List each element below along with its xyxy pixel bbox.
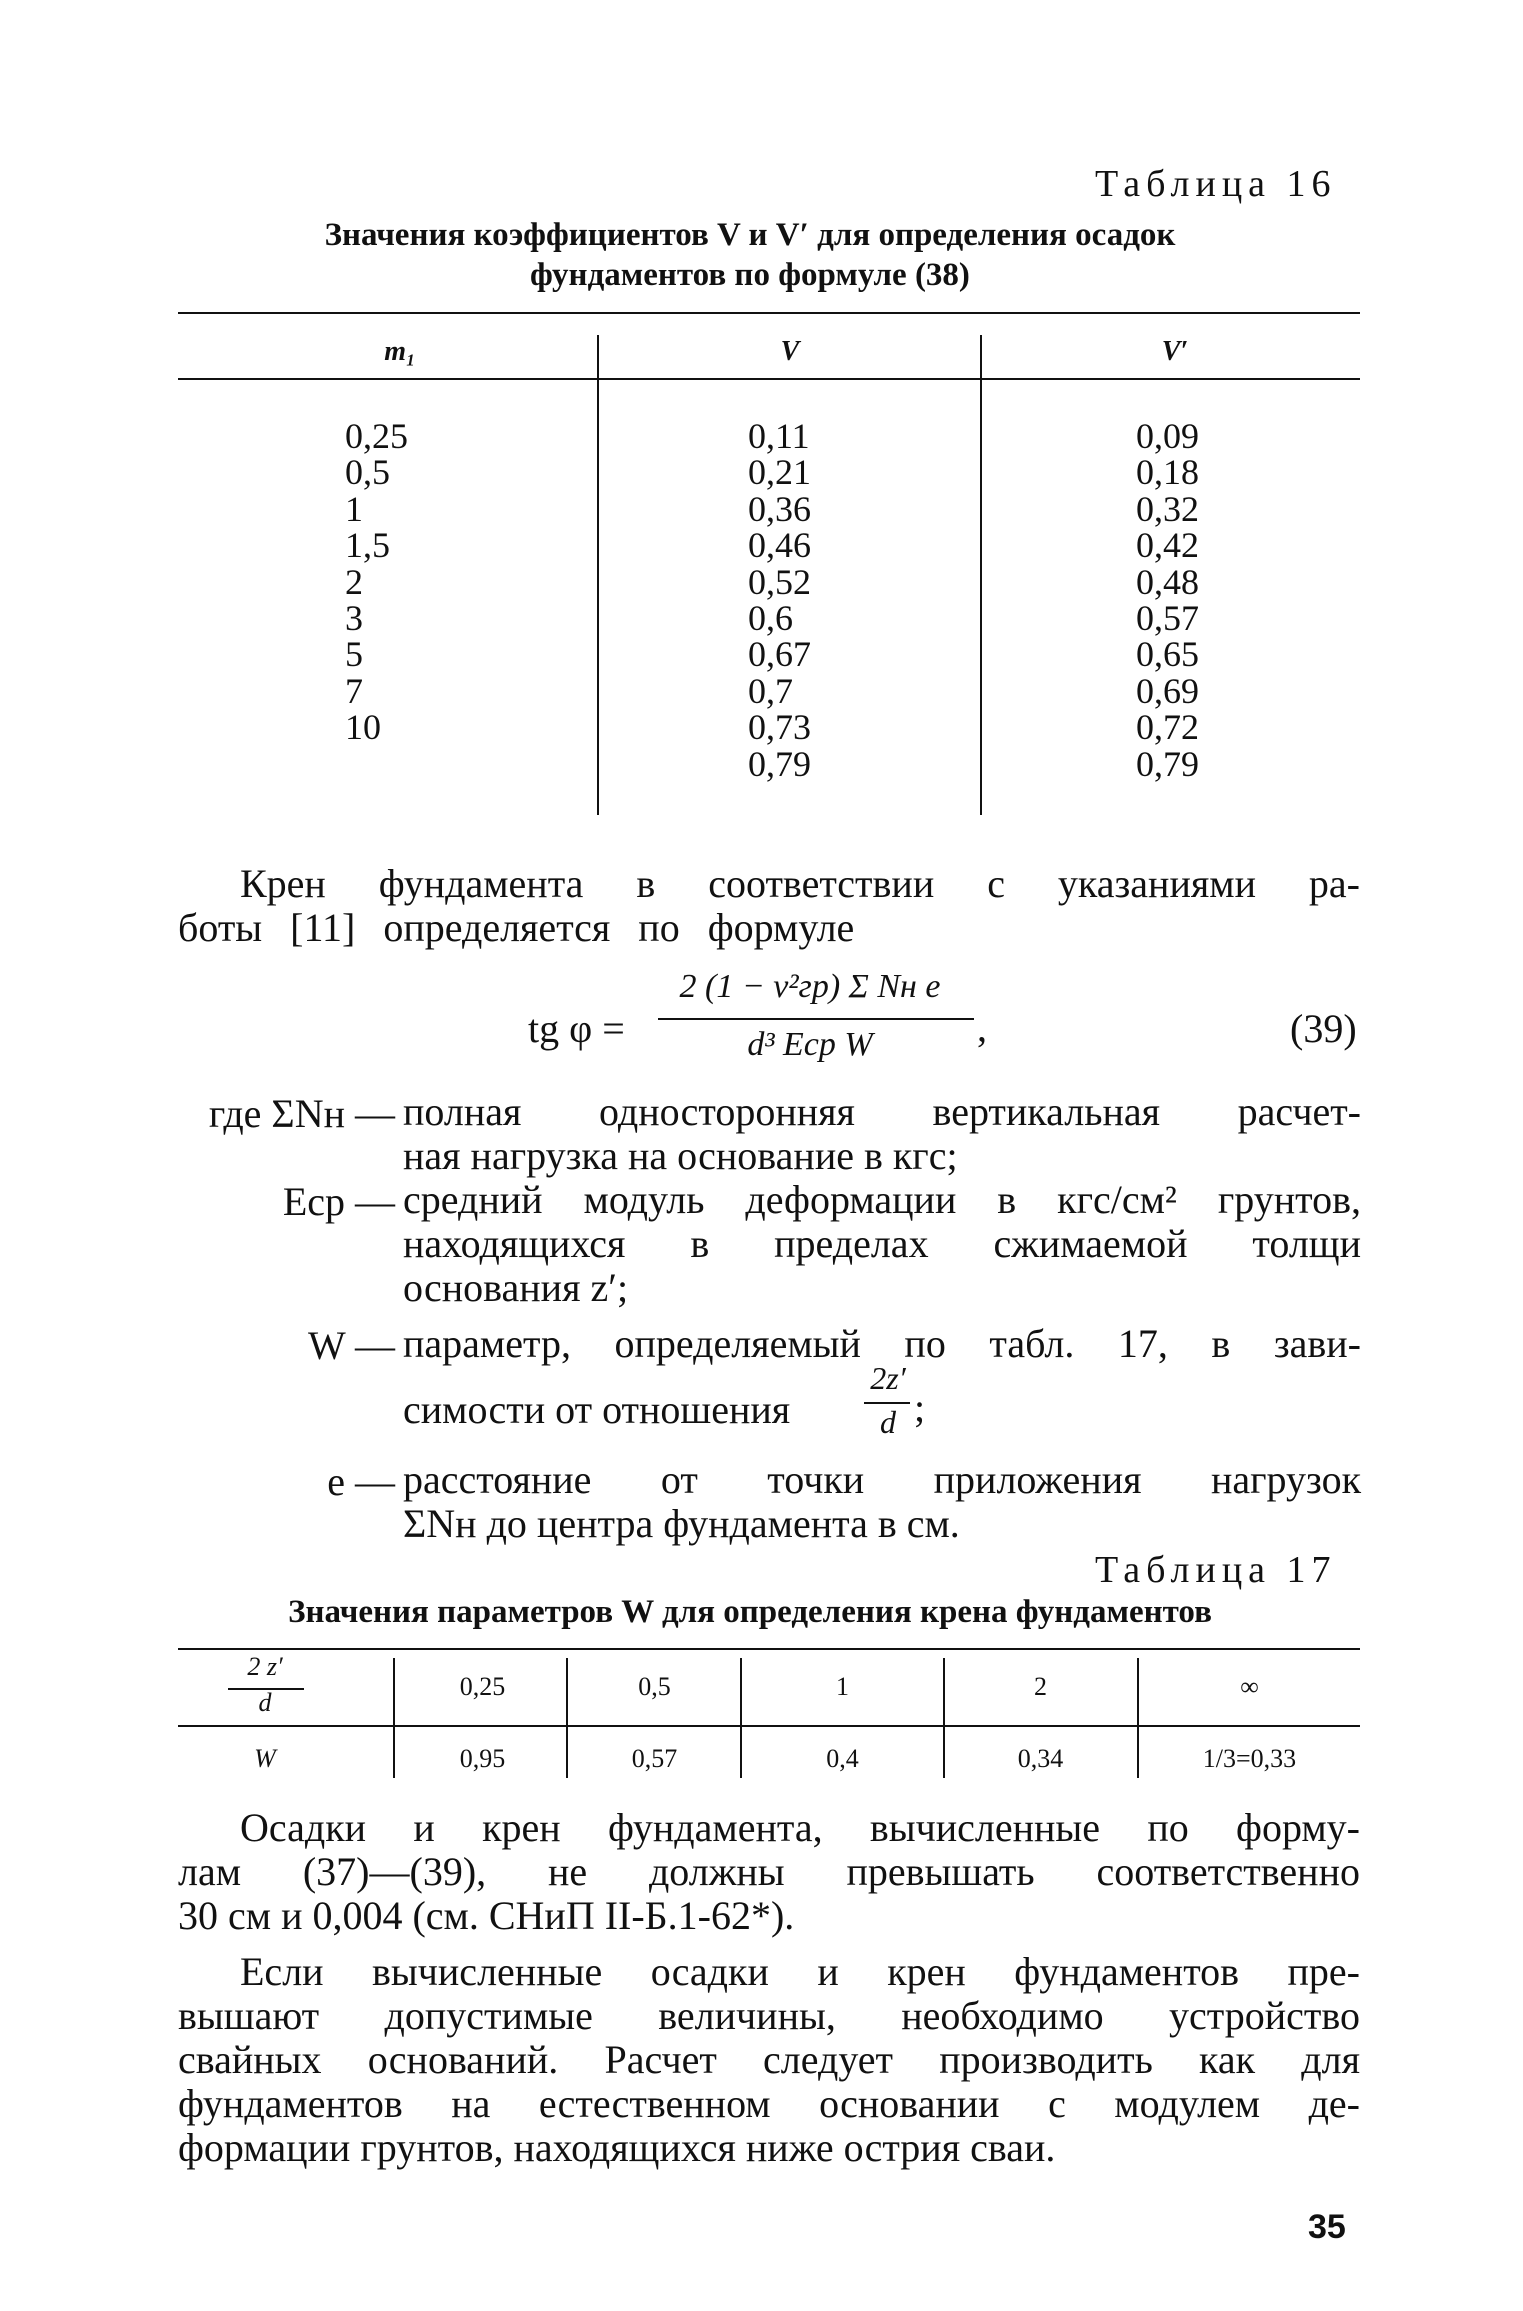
table16-column-v — [748, 418, 811, 782]
table16-v-prime-cell-8: 0,69 — [1136, 670, 1199, 711]
table17-col-divider-5 — [1137, 1658, 1139, 1778]
def-text-w-1: параметр, определяемый по табл. 17, в зави- — [403, 1321, 1361, 1366]
table16-m1-cell-4: 1,5 — [345, 525, 390, 566]
formula-comma: , — [977, 1005, 987, 1050]
para2-line-3: 30 см и 0,004 (см. СНиП II-Б.1-62*). — [178, 1893, 795, 1938]
table17-row1-label-den: d — [258, 1688, 272, 1717]
table16-v-prime-cell-10: 0,79 — [1136, 743, 1199, 784]
table16-v-prime-cell-5: 0,48 — [1136, 561, 1199, 602]
ratio-numerator: 2z′ — [870, 1360, 906, 1396]
def-text-e-sr-3: основания z′; — [403, 1265, 629, 1310]
table17-row1-label-num: 2 z′ — [247, 1652, 283, 1681]
def-text-sum-n-2: ная нагрузка на основание в кгс; — [403, 1133, 958, 1178]
def-label-e-sr: Eср — — [282, 1179, 395, 1224]
table16-v-cell-9: 0,73 — [748, 707, 811, 748]
def-label-w: W — — [307, 1323, 395, 1368]
table17-row1-cell-1: 0,25 — [459, 1672, 506, 1701]
table16-v-prime-cell-4: 0,42 — [1136, 525, 1199, 566]
table16-col-divider-2 — [980, 335, 982, 815]
table17-col-divider-3 — [740, 1658, 742, 1778]
table16-v-cell-8: 0,7 — [748, 670, 793, 711]
table16-column-v-prime — [1136, 418, 1199, 782]
table16-col-divider-1 — [597, 335, 599, 815]
table16-v-prime-cell-9: 0,72 — [1136, 707, 1199, 748]
table17-row2-cell-5: 1/3=0,33 — [1202, 1744, 1297, 1773]
table16-v-prime-cell-2: 0,18 — [1136, 452, 1199, 493]
table16-caption: Таблица 16 — [1095, 163, 1337, 205]
def-text-e-sr-2: находящихся в пределах сжимаемой толщи — [403, 1221, 1361, 1266]
formula-lhs: tg φ = — [528, 1006, 625, 1051]
def-text-e-1: расстояние от точки приложения нагрузок — [403, 1457, 1361, 1502]
table16-v-cell-10: 0,79 — [748, 743, 811, 784]
formula-fraction-bar — [658, 1018, 974, 1020]
def-text-e-sr-1: средний модуль деформации в кгс/см² грунтов, — [403, 1177, 1361, 1222]
table16-v-cell-4: 0,46 — [748, 525, 811, 566]
table16-m1-cell-3: 1 — [345, 488, 363, 529]
table17-row1-cell-4: 2 — [1034, 1672, 1047, 1701]
table16-m1-cell-5: 2 — [345, 561, 363, 602]
para3-line-5: формации грунтов, находящихся ниже острия сваи. — [178, 2125, 1056, 2170]
table17-title: Значения параметров W для определения крена фундаментов — [288, 1594, 1212, 1630]
table16-v-cell-2: 0,21 — [748, 452, 811, 493]
intro-line-1: Крен фундамента в соответствии с указаниями ра- — [240, 861, 1360, 906]
table16-v-cell-7: 0,67 — [748, 634, 811, 675]
table17-row1-cell-5: ∞ — [1240, 1672, 1259, 1701]
table17-caption: Таблица 17 — [1095, 1549, 1337, 1591]
table17-row1-cell-3: 1 — [836, 1672, 849, 1701]
formula-number: (39) — [1290, 1006, 1357, 1051]
para3-line-4: фундаментов на естественном основании с модулем де- — [178, 2081, 1360, 2126]
table17-row1-cell-2: 0,5 — [638, 1672, 671, 1701]
ratio-denominator: d — [880, 1404, 896, 1440]
table16-v-prime-cell-6: 0,57 — [1136, 598, 1199, 639]
table16-m1-cell-8: 7 — [345, 670, 363, 711]
para3-line-1: Если вычисленные осадки и крен фундаментов пре- — [240, 1949, 1360, 1994]
formula-numerator: 2 (1 − ν²гр) Σ Nн e — [679, 968, 941, 1005]
para3-line-2: вышают допустимые величины, необходимо устройство — [178, 1993, 1360, 2038]
table16-m1-cell-6: 3 — [345, 598, 363, 639]
table16-v-cell-1: 0,11 — [748, 416, 810, 456]
table16-header-v-prime: V′ — [1161, 336, 1189, 367]
table16-v-prime-cell-3: 0,32 — [1136, 488, 1199, 529]
table16-v-cell-5: 0,52 — [748, 561, 811, 602]
table17-row2-label: W — [254, 1744, 276, 1773]
def-text-w-2: симости от отношения — [403, 1387, 791, 1432]
table17-top-rule — [178, 1648, 1360, 1650]
intro-line-2: боты [11] определяется по формуле — [178, 905, 855, 950]
table16-v-prime-cell-1: 0,09 — [1136, 416, 1199, 456]
def-text-e-2: ΣNн до центра фундамента в см. — [403, 1501, 960, 1546]
table17-row2-cell-3: 0,4 — [826, 1744, 859, 1773]
table17-row2-cell-2: 0,57 — [631, 1744, 678, 1773]
def-label-sum-n: где ΣNн — — [208, 1091, 395, 1136]
para2-line-2: лам (37)—(39), не должны превышать соответственно — [178, 1849, 1360, 1894]
table16-m1-cell-9: 10 — [345, 707, 381, 748]
ratio-semicolon: ; — [914, 1385, 926, 1430]
table16-title-line1: Значения коэффициентов V и V′ для определения осадок — [324, 217, 1176, 253]
table17-col-divider-4 — [943, 1658, 945, 1778]
table16-m1-cell-1: 0,25 — [345, 416, 408, 456]
table17-row2-cell-4: 0,34 — [1017, 1744, 1064, 1773]
def-label-e: e — — [327, 1459, 395, 1504]
para2-line-1: Осадки и крен фундамента, вычисленные по форму- — [240, 1805, 1360, 1850]
table16-column-m1 — [345, 418, 408, 746]
table17-mid-rule — [178, 1725, 1360, 1727]
formula-denominator: d³ Eср W — [747, 1026, 873, 1063]
table17-col-divider-1 — [393, 1658, 395, 1778]
table17-col-divider-2 — [566, 1658, 568, 1778]
page-number: 35 — [1308, 2208, 1346, 2246]
table16-m1-cell-7: 5 — [345, 634, 363, 675]
table17-row2-cell-1: 0,95 — [459, 1744, 506, 1773]
table16-top-rule — [178, 312, 1360, 314]
table16-title-line2: фундаментов по формуле (38) — [530, 257, 970, 293]
table16-header-rule — [178, 378, 1360, 380]
table16-v-cell-6: 0,6 — [748, 598, 793, 639]
para3-line-3: свайных оснований. Расчет следует производить как для — [178, 2037, 1360, 2082]
table16-v-cell-3: 0,36 — [748, 488, 811, 529]
table16-header-m1: m₁ — [384, 336, 416, 367]
def-text-sum-n-1: полная односторонняя вертикальная расчет- — [403, 1089, 1361, 1134]
table16-v-prime-cell-7: 0,65 — [1136, 634, 1199, 675]
table16-header-v: V — [780, 336, 800, 367]
table16-m1-cell-2: 0,5 — [345, 452, 390, 493]
